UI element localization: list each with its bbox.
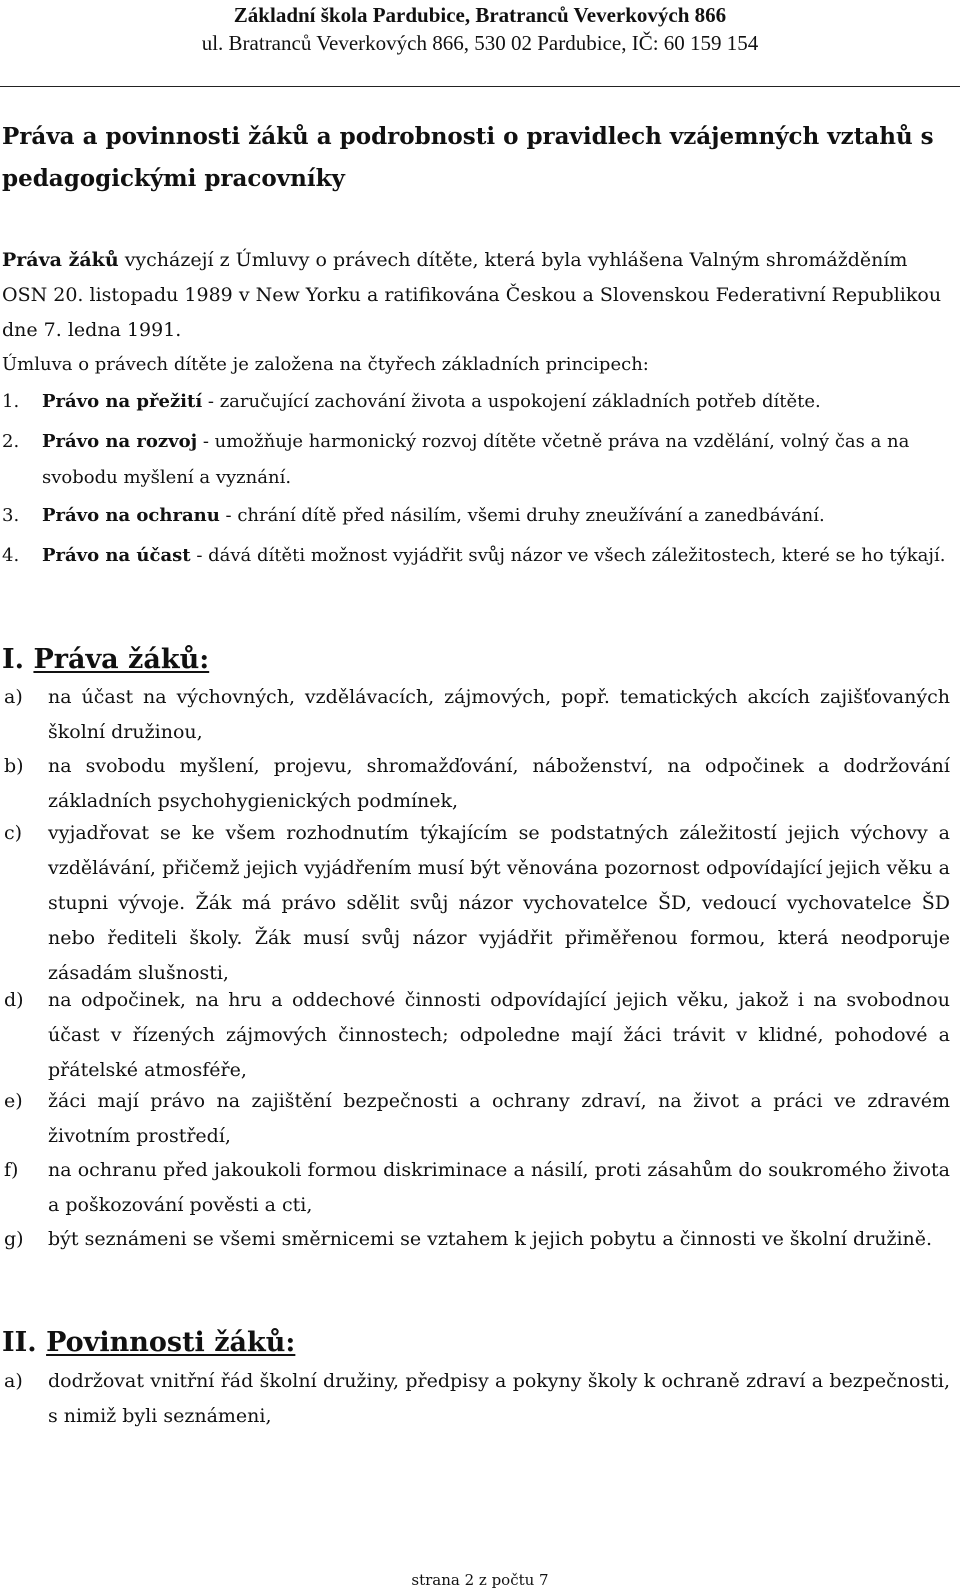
page-title: Práva a povinnosti žáků a podrobnosti o pravidlech vzájemných vztahů s pedagogickými pracovníky: [2, 123, 934, 192]
principle-text: [42, 498, 952, 534]
principle-name: Právo na rozvoj: [42, 431, 198, 452]
item-letter: d): [4, 989, 24, 1011]
item-letter: g): [4, 1228, 24, 1250]
intro-lead-bold: Práva žáků: [2, 249, 119, 271]
principle-name: Právo na účast: [42, 545, 191, 566]
section-numeral: II.: [2, 1327, 37, 1358]
item-text: na ochranu před jakoukoli formou diskriminace a násilí, proti zásahům do soukromého života a poškozování pověsti a cti,: [48, 1159, 950, 1216]
section-heading-duties: [2, 1326, 295, 1360]
intro-lead-text: vycházejí z Úmluvy o právech dítěte, která byla vyhlášena Valným shromážděním OSN 20. listopadu 1989 v New Yorku a ratifikována Českou a Slovenskou Federativní Republikou dne 7. ledna 1991.: [2, 249, 942, 341]
principle-text: [42, 384, 952, 420]
intro-paragraph: [2, 243, 947, 348]
item-text: na odpočinek, na hru a oddechové činnosti odpovídající jejich věku, jakož i na svobodnou účast v řízených zájmových činnostech; odpoledne mají žáci trávit v klidné, pohodové a přátelské atmosféře,: [48, 989, 950, 1081]
principle-number: 4.: [2, 545, 20, 566]
principle-number: 1.: [2, 391, 20, 412]
item-letter: a): [4, 686, 23, 708]
section-heading-rights: [2, 643, 209, 677]
item-text: na svobodu myšlení, projevu, shromažďování, náboženství, na odpočinek a dodržování základních psychohygienických podmínek,: [48, 755, 950, 812]
item-text: vyjadřovat se ke všem rozhodnutím týkajícím se podstatných záležitostí jejich výchovy a vzdělávání, přičemž jejich vyjádřením musí být věnována pozornost odpovídající jejich věku a stupni vývoje. Žák má právo sdělit svůj názor vychovatelce ŠD, vedoucí vychovatelce ŠD nebo řediteli školy. Žák musí svůj názor vyjádřit přiměřenou formou, která neodporuje zásadám slušnosti,: [48, 822, 950, 984]
page-number: strana 2 z počtu 7: [411, 1571, 549, 1589]
principle-number: 3.: [2, 505, 20, 526]
item-text: na účast na výchovných, vzdělávacích, zájmových, popř. tematických akcích zajišťovaných školní družinou,: [48, 686, 950, 743]
item-letter: b): [4, 755, 24, 777]
item-letter: f): [4, 1159, 19, 1181]
principles-lead: Úmluva o právech dítěte je založena na čtyřech základních principech:: [2, 354, 649, 375]
section-title: Povinnosti žáků:: [46, 1327, 296, 1358]
header-divider: [0, 86, 960, 87]
item-letter: a): [4, 1370, 23, 1392]
principle-text: [42, 424, 952, 496]
principle-desc: - dává dítěti možnost vyjádřit svůj názor ve všech záležitostech, které se ho týkají.: [190, 545, 946, 566]
principle-text: [42, 538, 952, 574]
item-text: být seznámeni se všemi směrnicemi se vztahem k jejich pobytu a činnosti ve školní družině.: [48, 1228, 933, 1250]
item-letter: e): [4, 1090, 23, 1112]
principle-name: Právo na přežití: [42, 391, 203, 412]
principle-number: 2.: [2, 431, 20, 452]
item-letter: c): [4, 822, 23, 844]
item-text: dodržovat vnitřní řád školní družiny, předpisy a pokyny školy k ochraně zdraví a bezpečnosti, s nimiž byli seznámeni,: [48, 1370, 950, 1427]
item-text: žáci mají právo na zajištění bezpečnosti a ochrany zdraví, na život a práci ve zdravém životním prostředí,: [48, 1090, 950, 1147]
principle-name: Právo na ochranu: [42, 505, 220, 526]
school-name: Základní škola Pardubice, Bratranců Veverkových 866: [233, 3, 727, 27]
section-title: Práva žáků:: [33, 644, 210, 675]
principle-desc: - zaručující zachování života a uspokojení základních potřeb dítěte.: [202, 391, 821, 412]
principle-desc: - umožňuje harmonický rozvoj dítěte včetně práva na vzdělání, volný čas a na svobodu myšlení a vyznání.: [42, 431, 910, 488]
section-numeral: I.: [2, 644, 25, 675]
principle-desc: - chrání dítě před násilím, všemi druhy zneužívání a zanedbávání.: [219, 505, 825, 526]
school-address: ul. Bratranců Veverkových 866, 530 02 Pardubice, IČ: 60 159 154: [201, 31, 759, 55]
